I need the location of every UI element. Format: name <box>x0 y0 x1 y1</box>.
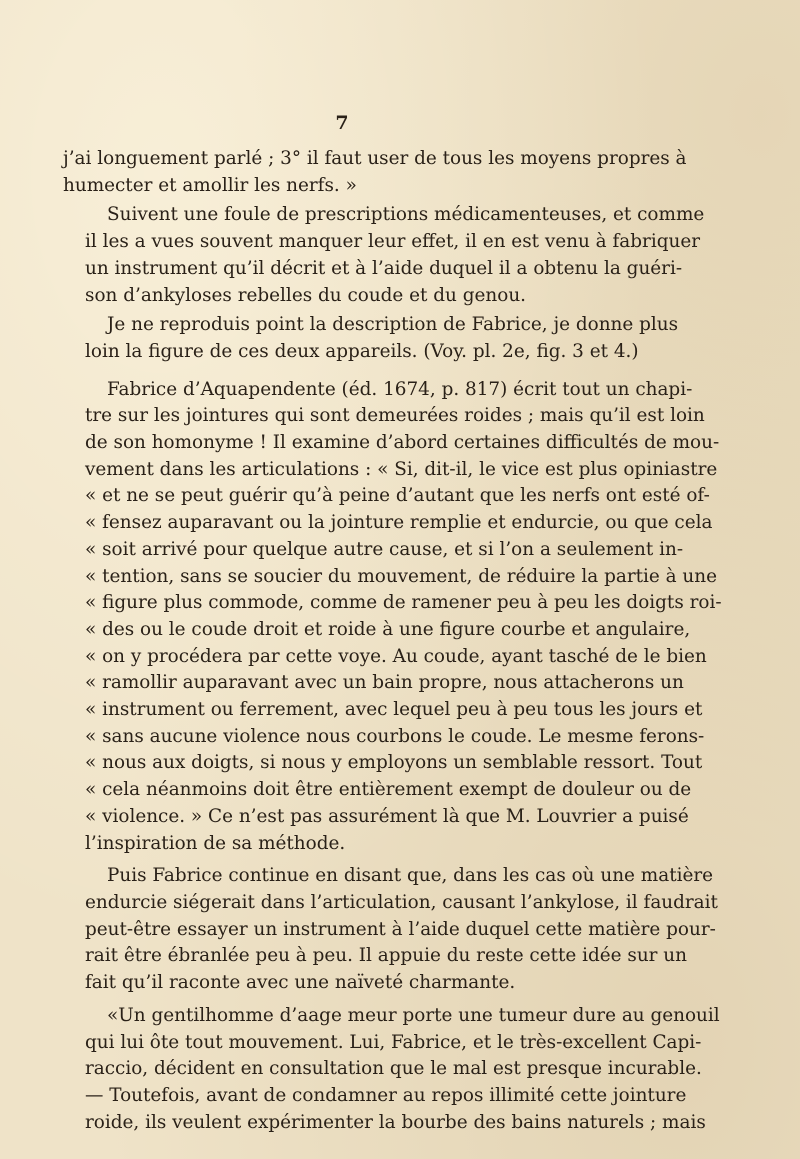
text-line: « et ne se peut guérir qu’à peine d’autant que les nerfs ont esté of- <box>85 485 710 507</box>
paragraph-5 <box>63 863 718 997</box>
paragraph-3 <box>63 312 679 365</box>
text-line: « sans aucune violence nous courbons le coude. Le mesme ferons- <box>85 725 705 747</box>
text-line: « des ou le coude droit et roide à une figure courbe et angulaire, <box>85 618 691 640</box>
text-line: qui lui ôte tout mouvement. Lui, Fabrice, et le très-excellent Capi- <box>85 1031 702 1053</box>
text-line: « tention, sans se soucier du mouvement, de réduire la partie à une <box>85 565 717 587</box>
text-line: l’inspiration de sa méthode. <box>85 832 346 854</box>
text-line: j’ai longuement parlé ; 3° il faut user de tous les moyens propres à <box>63 148 687 169</box>
paragraph-2 <box>63 202 705 309</box>
text-line: « on y procédera par cette voye. Au coude, ayant tasché de le bien <box>85 645 707 667</box>
text-line: endurcie siégerait dans l’articulation, causant l’ankylose, il faudrait <box>85 891 718 913</box>
text-line: de son homonyme ! Il examine d’abord certaines difficultés de mou- <box>85 432 720 454</box>
text-line: « figure plus commode, comme de ramener peu à peu les doigts roi- <box>85 592 722 614</box>
text-line: humecter et amollir les nerfs. » <box>63 174 357 196</box>
text-line: Puis Fabrice continue en disant que, dans les cas où une matière <box>107 865 714 887</box>
text-line: « fensez auparavant ou la jointure remplie et endurcie, ou que cela <box>85 512 713 534</box>
text-line: raccio, décident en consultation que le mal est presque incurable. <box>85 1058 702 1080</box>
text-line: vement dans les articulations : « Si, dit-il, le vice est plus opiniastre <box>85 458 718 480</box>
paragraph-1 <box>63 146 687 199</box>
paragraph-4 <box>63 377 722 858</box>
text-line: tre sur les jointures qui sont demeurées roides ; mais qu’il est loin <box>85 405 705 427</box>
text-line: fait qu’il raconte avec une naïveté charmante. <box>85 972 516 994</box>
text-line: un instrument qu’il décrit et à l’aide duquel il a obtenu la guéri- <box>85 257 683 279</box>
text-line: roide, ils veulent expérimenter la bourbe des bains naturels ; mais <box>85 1111 706 1133</box>
text-line: Suivent une foule de prescriptions médicamenteuses, et comme <box>107 204 705 226</box>
text-line: Fabrice d’Aquapendente (éd. 1674, p. 817) écrit tout un chapi- <box>107 378 693 400</box>
text-line: « violence. » Ce n’est pas assurément là que M. Louvrier a puisé <box>85 805 689 827</box>
body-text <box>63 146 722 1136</box>
text-line: peut-être essayer un instrument à l’aide duquel cette matière pour- <box>85 918 716 940</box>
paragraph-6 <box>63 1003 720 1137</box>
text-line: « cela néanmoins doit être entièrement exempt de douleur ou de <box>85 779 692 801</box>
text-line: « instrument ou ferrement, avec lequel peu à peu tous les jours et <box>85 699 703 721</box>
text-line: il les a vues souvent manquer leur effet, il en est venu à fabriquer <box>85 231 700 253</box>
text-line: « nous aux doigts, si nous y employons un semblable ressort. Tout <box>85 752 703 774</box>
text-line: son d’ankyloses rebelles du coude et du genou. <box>85 284 527 306</box>
text-line: « ramollir auparavant avec un bain propre, nous attacherons un <box>85 672 684 694</box>
text-line: Je ne reproduis point la description de Fabrice, je donne plus <box>107 314 679 336</box>
page-number: 7 <box>335 112 349 134</box>
text-line: « soit arrivé pour quelque autre cause, et si l’on a seulement in- <box>85 538 684 560</box>
text-line: — Toutefois, avant de condamner au repos illimité cette jointure <box>85 1084 687 1106</box>
text-line: «Un gentilhomme d’aage meur porte une tumeur dure au genouil <box>107 1004 720 1026</box>
text-line: rait être ébranlée peu à peu. Il appuie du reste cette idée sur un <box>85 945 687 967</box>
text-line: loin la figure de ces deux appareils. (Voy. pl. 2e, fig. 3 et 4.) <box>85 340 639 362</box>
